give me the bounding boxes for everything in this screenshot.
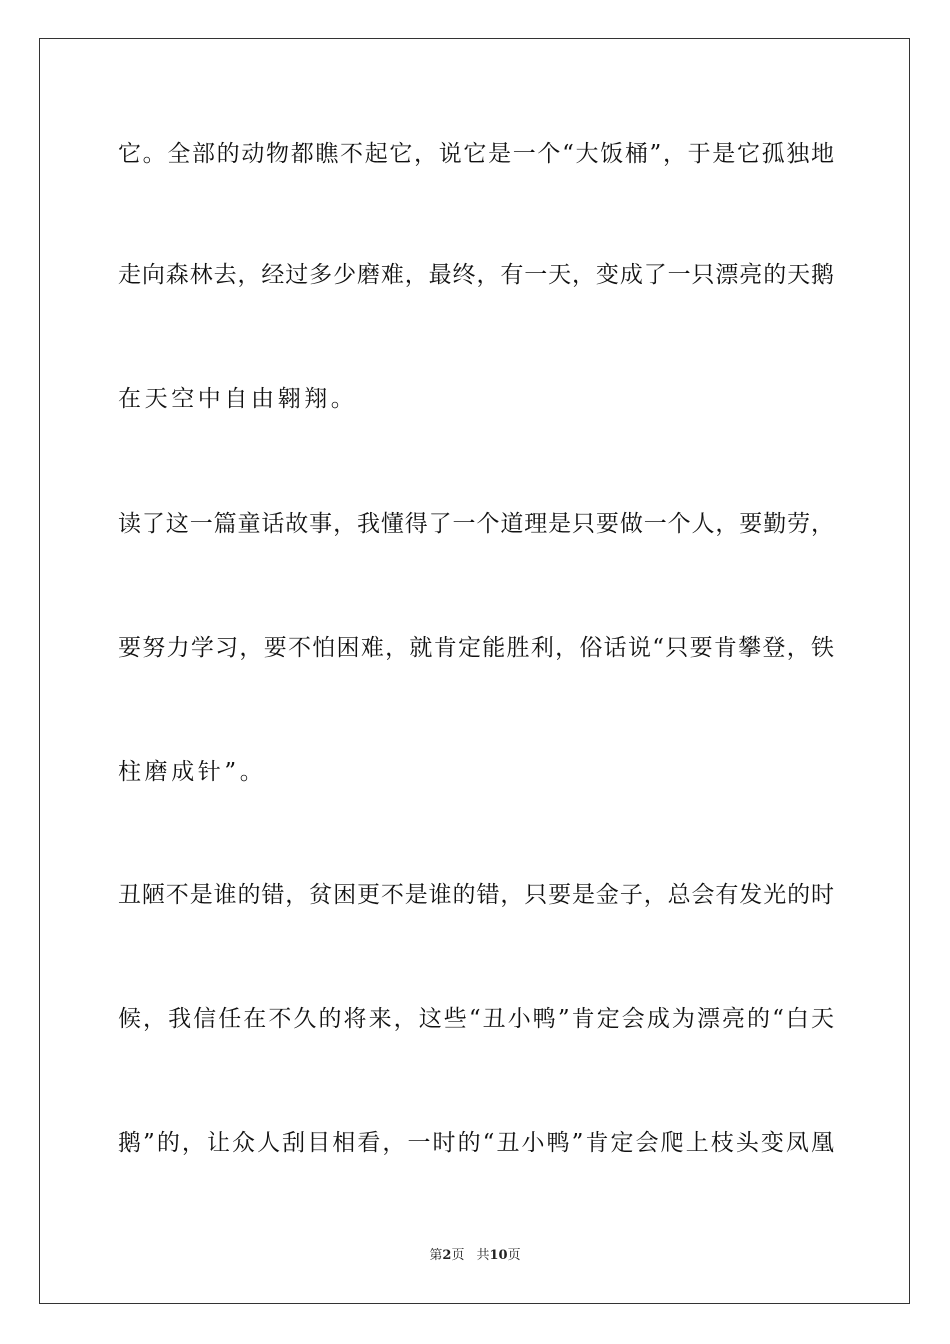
- total-suffix: 页: [507, 1248, 521, 1263]
- text-line-9: 鹅”的，让众人刮目相看，一时的“丑小鸭”肯定会爬上枝头变凤凰: [118, 1130, 834, 1156]
- page-frame: [39, 38, 910, 1304]
- text-line-1: 它。全部的动物都瞧不起它，说它是一个“大饭桶”，于是它孤独地: [118, 141, 834, 167]
- text-line-4: 读了这一篇童话故事，我懂得了一个道理是只要做一个人，要勤劳，: [118, 511, 834, 537]
- page-prefix: 第: [429, 1248, 443, 1263]
- text-line-6: 柱磨成针”。: [118, 759, 267, 785]
- total-pages: 10: [489, 1248, 508, 1263]
- text-line-3: 在天空中自由翱翔。: [118, 386, 358, 412]
- page-footer: [0, 1247, 950, 1265]
- page-suffix: 页: [451, 1248, 465, 1263]
- text-line-8: 候，我信任在不久的将来，这些“丑小鸭”肯定会成为漂亮的“白天: [118, 1006, 834, 1032]
- text-line-5: 要努力学习，要不怕困难，就肯定能胜利，俗话说“只要肯攀登，铁: [118, 635, 834, 661]
- total-prefix: 共: [476, 1248, 490, 1263]
- page-number: 2: [442, 1248, 452, 1263]
- text-line-7: 丑陋不是谁的错，贫困更不是谁的错，只要是金子，总会有发光的时: [118, 882, 834, 908]
- text-line-2: 走向森林去，经过多少磨难，最终，有一天，变成了一只漂亮的天鹅: [118, 262, 834, 288]
